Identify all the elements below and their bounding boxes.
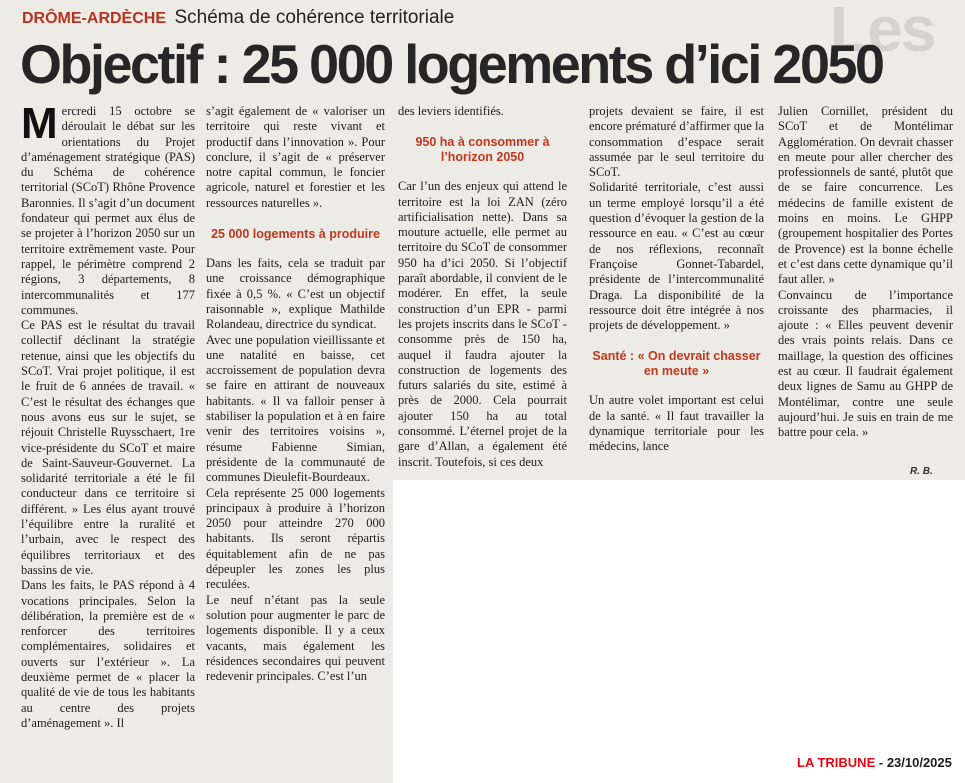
publication-date: 23/10/2025 [886, 755, 952, 770]
paragraph: Dans les faits, le PAS répond à 4 vocations principales. Selon la délibération, la première est de « renforcer des territoires complémentaires, solidaires et ouverts sur l’extérieur ». La deuxième permet de « placer la qualité de vie de tous les habitants au centre des projets d’aménagement ». Il [21, 578, 195, 730]
subheading-land: 950 ha à consommer à l’horizon 2050 [415, 135, 550, 165]
source-separator: - [875, 755, 887, 770]
paragraph-text: ercredi 15 octobre se déroulait le débat sur les orientations du Projet d’aménagement stratégique (PAS) du Schéma de cohérence territorial (SCoT) Rhône Provence Baronnies. Il s’agit d’un document fondateur qui permet aux élus de se projeter à l’horizon 2050 sur un territoire extrêmement vaste. Pour rappel, le périmètre comprend 2 régions, 3 départements, 8 intercommunalités et 177 communes. [21, 104, 195, 317]
column-4 [589, 104, 764, 455]
paragraph: Ce PAS est le résultat du travail collectif déclinant la stratégie retenue, ainsi que les objectifs du SCoT. Vrai projet politique, il est le fruit de 6 années de travail. « C’est le résultat des échanges que nous avons eus sur le sujet, se réjouit Christelle Ruysschaert, 1re vice-présidente du SCoT et maire de Saint-Sauveur-Gouvernet. La solidarité territoriale a été le fil conducteur dans ce territoire si différent. » Les élus ayant trouvé l’équilibre entre la ruralité et l’urbain, avec le respect des équilibres territoriaux et des bassins de vie. [21, 318, 195, 577]
paragraph: Solidarité territoriale, c’est aussi un terme employé lorsqu’il a été question d’évoquer la gestion de la ressource en eau. « C’est au cœur de nos réflexions, reconnaît Françoise Gonnet-Tabardel, présidente de l’intercommunalité Draga. La disponibilité de la ressource doit être intégrée à nos projets de développement. » [589, 180, 764, 333]
paragraph: Le neuf n’étant pas la seule solution pour augmenter le parc de logements disponible. Il y a ceux vacants, mais également les résidences secondaires qui peuvent redevenir principales. C’est l’un [206, 592, 385, 684]
paragraph: Car l’un des enjeux qui attend le territoire est la loi ZAN (zéro artificialisation nette). Dans sa mouture actuelle, elle permet au territoire du SCoT de consommer 950 ha d’ici 2050. Si l’objectif paraît abordable, il convient de le modérer. En effet, la seule construction d’un EPR - parmi les projets inscrits dans le SCoT - consomme près de 150 ha, auquel il faudra ajouter la construction de logements des futurs salariés du site, estimé à près de 2000. Cela pourrait ajouter 150 ha au total consommé. L’éternel projet de la gare d’Allan, a également été inscrit. Toutefois, si ces deux [398, 179, 567, 469]
paragraph: Avec une population vieillissante et une natalité en baisse, cet accroissement de population devra se faire en attirant de nouveaux habitants. « Il va falloir penser à stabiliser la population et à en faire venir des territoires voisins », résume Fabienne Simian, présidente de la communauté de communes Dieulefit-Bourdeaux. [206, 332, 385, 485]
source-credit [797, 755, 952, 770]
paragraph: Cela représente 25 000 logements principaux à produire à l’horizon 2050 pour atteindre 270 000 habitants. Ils seront répartis équitablement afin de ne pas dépeupler les zones les plus reculées. [206, 485, 385, 592]
kicker-region: DRÔME-ARDÈCHE [22, 10, 166, 27]
paragraph [21, 99, 195, 318]
publication-name: LA TRIBUNE [797, 755, 876, 770]
article-kicker [22, 7, 454, 29]
subheading-housing: 25 000 logements à produire [211, 227, 380, 242]
paragraph: Dans les faits, cela se traduit par une croissance démographique fixée à 0,5 %. « C’est un objectif raisonnable », explique Mathilde Rolandeau, directrice du syndicat. [206, 256, 385, 332]
paragraph: projets devaient se faire, il est encore prématuré d’affirmer que la consommation d’espace serait assumée par le seul territoire du SCoT. [589, 104, 764, 180]
column-2 [206, 104, 385, 684]
paragraph: Julien Cornillet, président du SCoT et de Montélimar Agglomération. On devrait chasser en meute pour aller chercher des professionnels de santé, plutôt que de se faire concurrence. Les médecins de famille existent de moins en moins. Le GHPP (groupement hospitalier des Portes de Provence) est la bonne échelle et c’est dans cette dynamique qu’il faut aller. » [778, 104, 953, 287]
subheading-health: Santé : « On devrait chasser en meute » [592, 349, 761, 379]
drop-cap: M [21, 99, 58, 148]
column-5 [778, 104, 953, 441]
kicker-subject: Schéma de cohérence territoriale [174, 7, 455, 28]
author-signature: R. B. [910, 466, 933, 477]
paragraph: Un autre volet important est celui de la santé. « Il faut travailler la dynamique territoriale pour les médecins, lance [589, 393, 764, 454]
headline: Objectif : 25 000 logements d’ici 2050 [20, 33, 883, 95]
column-1 [21, 99, 195, 731]
paragraph: Convaincu de l’importance croissante des pharmacies, il ajoute : « Elles peuvent devenir des vrais points relais. Dans ce maillage, la question des officines est au cœur. Il faudrait également deux lignes de Samu au GHPP de Montélimar, contre une seule aujourd’hui. Je suis en train de me battre pour cela. » [778, 287, 953, 440]
paragraph: s’agit également de « valoriser un territoire qui reste vivant et productif dans l’innovation ». Pour conclure, il s’agit de « préserver notre capital commun, le foncier agricole, naturel et forestier et les ressources naturelles ». [206, 104, 385, 210]
column-3 [398, 104, 567, 470]
paragraph: des leviers identifiés. [398, 104, 504, 118]
adjacent-article-ghost: Les [830, 0, 935, 62]
